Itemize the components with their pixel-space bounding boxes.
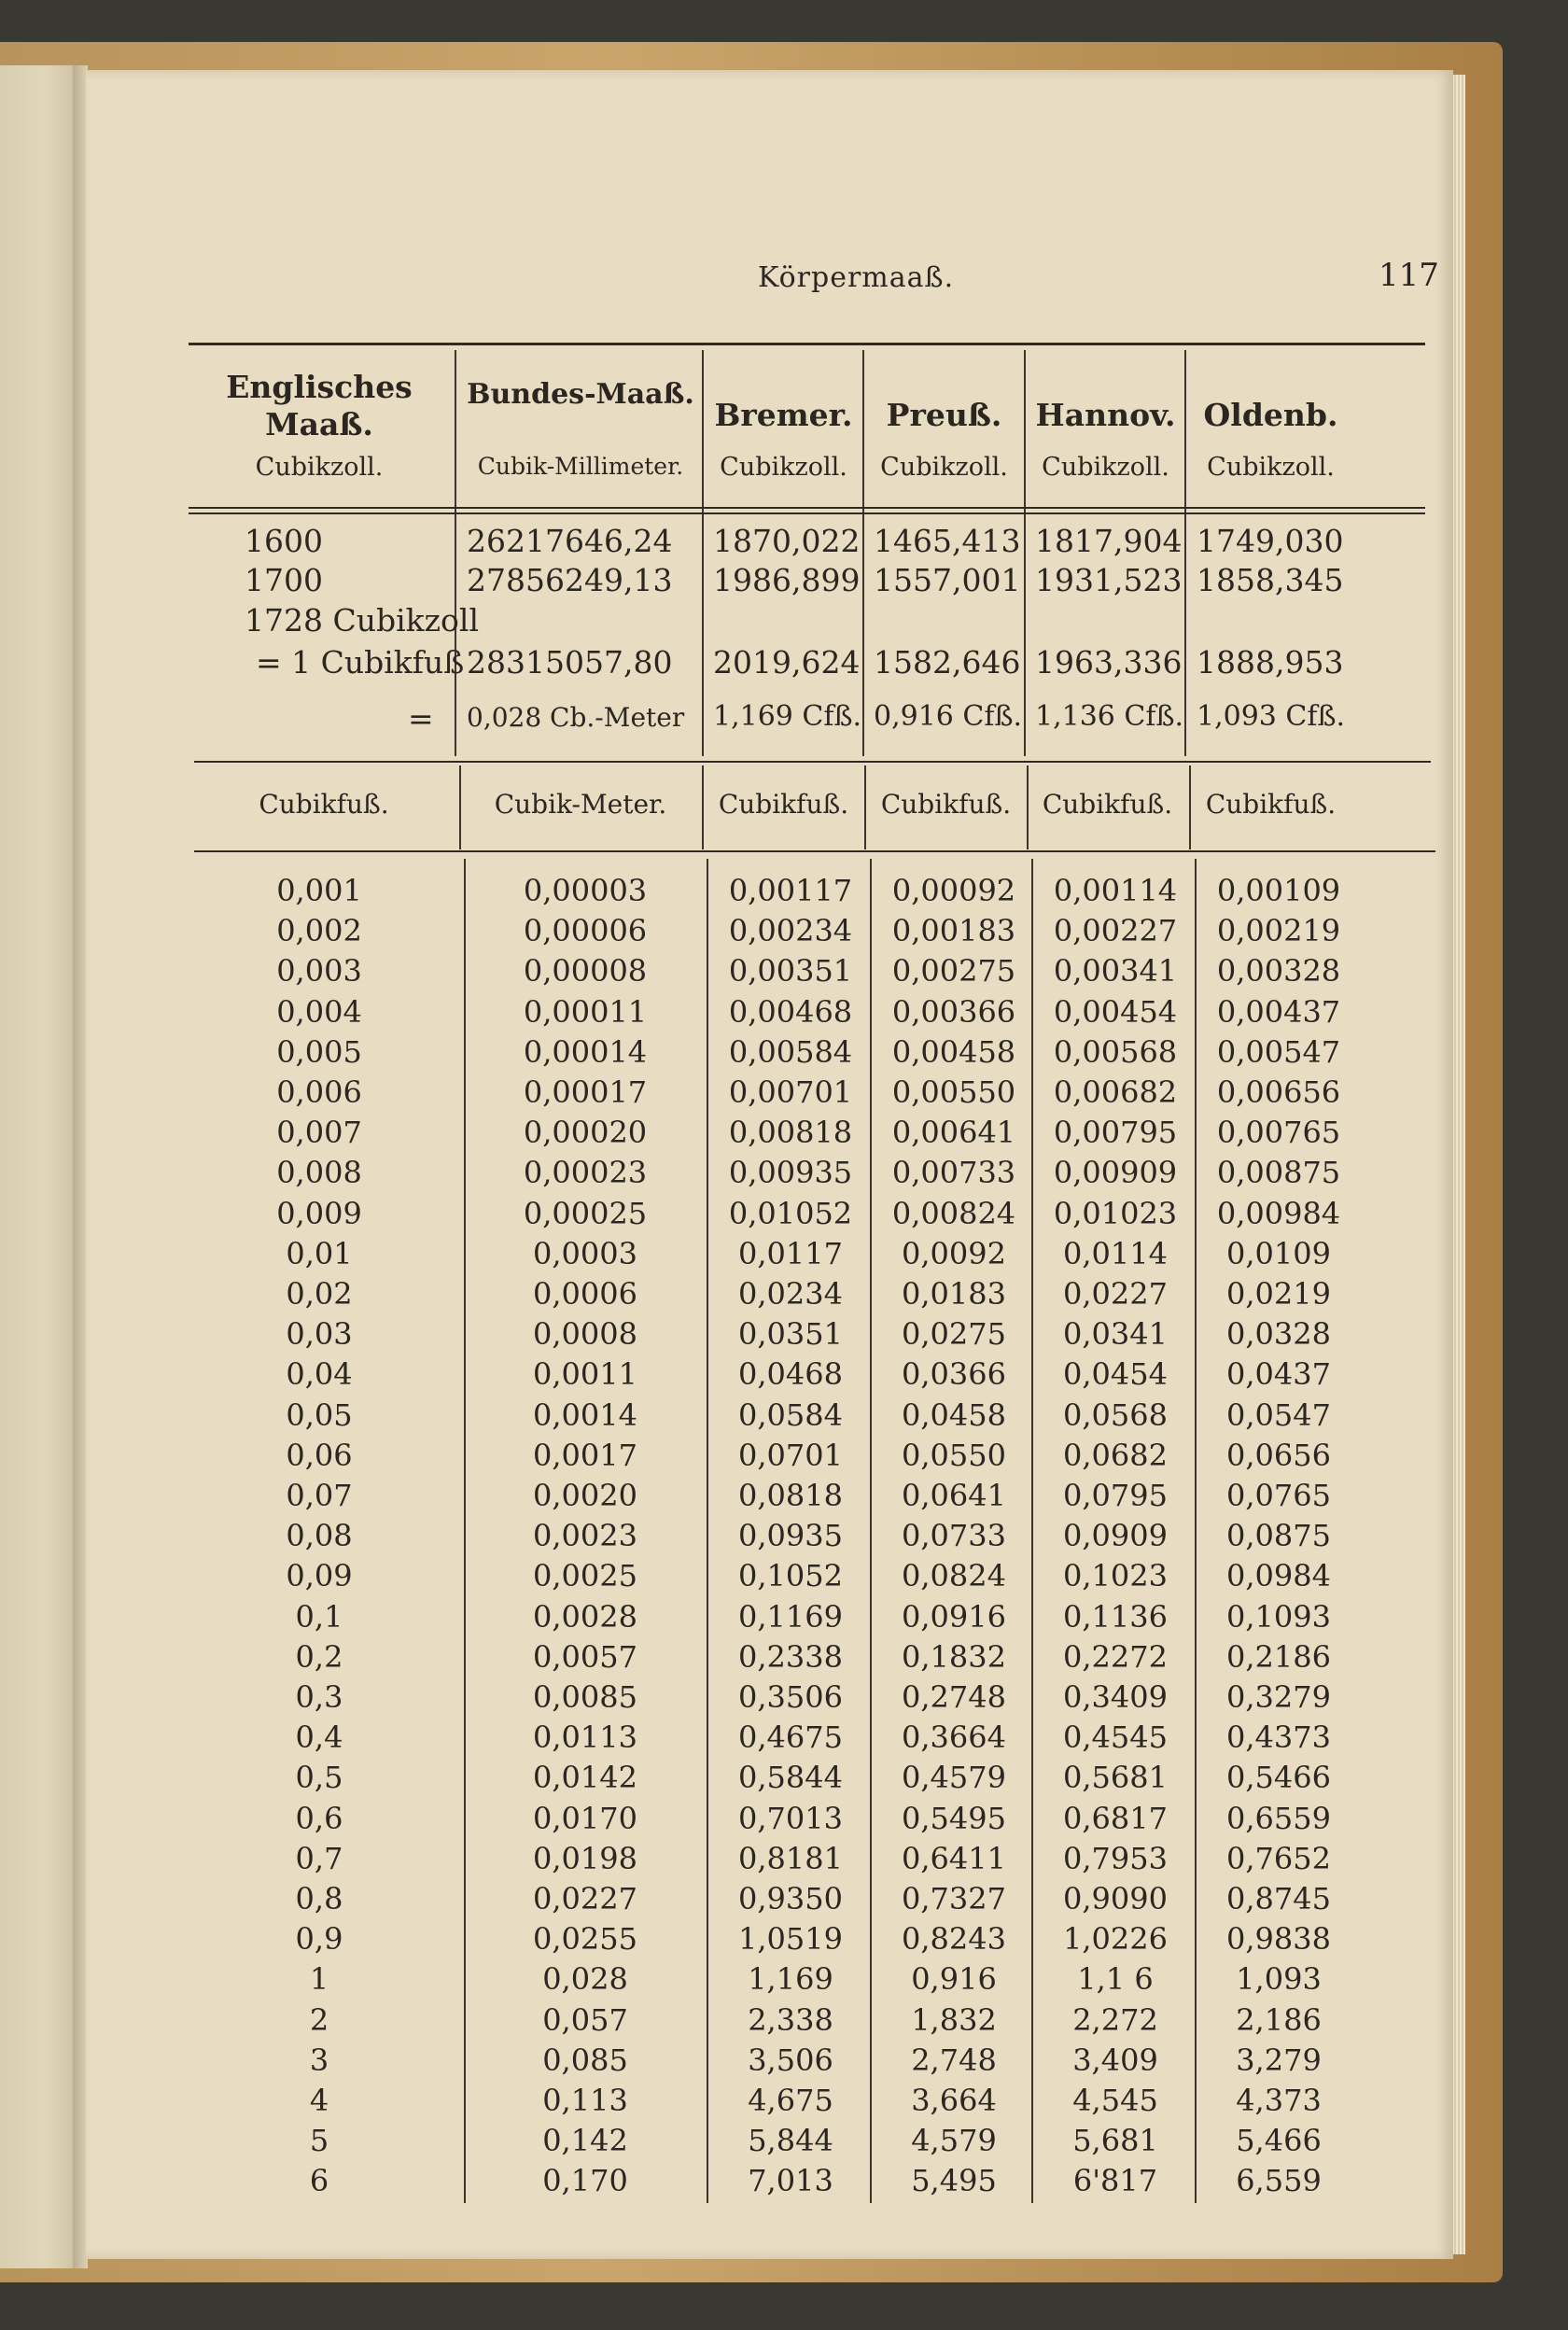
table-cell: 0,00701 [728,1074,853,1110]
table-cell: 0,1052 [738,1558,843,1594]
table-cell: 0,007 [276,1115,362,1151]
col3-unit: Cubikzoll. [720,453,847,482]
table-cell: 0,00003 [523,873,648,908]
table-cell: 0,085 [542,2042,628,2078]
column-rule [1027,765,1029,849]
table-cell: 0,5681 [1063,1760,1168,1796]
table-cell: 0,9090 [1063,1881,1168,1916]
table-cell: 0,5 [295,1760,343,1796]
table-cell: 0,0454 [1063,1356,1168,1393]
table-cell: 0,1832 [902,1638,1006,1675]
unit-header: Cubik-Meter. [494,789,667,820]
table-cell: 0,0025 [533,1558,637,1594]
table-cell: 0,4675 [738,1719,843,1756]
table-cell: 0,2186 [1226,1638,1331,1675]
table-cell: 0,0682 [1063,1437,1168,1473]
table-cell: 0,00234 [728,913,853,949]
table-cell: 0,057 [542,2001,628,2038]
unit-header: Cubikfuß. [718,789,849,820]
column-rule [1189,765,1191,849]
top-cell: 1557,001 [874,562,1021,598]
table-cell: 0,8243 [902,1921,1006,1958]
table-cell: 0,3279 [1226,1679,1331,1715]
table-cell: 2,186 [1236,2001,1322,2038]
table-cell: 0,00875 [1216,1155,1341,1191]
top-cell: 1931,523 [1035,562,1183,598]
table-cell: 0,00023 [523,1155,648,1191]
table-cell: 0,00818 [728,1115,853,1151]
table-row [86,994,1453,1034]
table-cell: 0,0824 [902,1558,1006,1594]
table-cell: 5 [309,2123,329,2159]
unit-header: Cubikfuß. [880,789,1012,820]
col5-title: Hannov. [1035,397,1176,433]
header-rule [189,512,1425,514]
table-cell: 0,0275 [902,1316,1006,1353]
table-row [86,913,1453,953]
table-row [86,873,1453,913]
table-row [86,1679,1453,1719]
table-cell: 0,142 [542,2123,628,2159]
col4-title: Preuß. [886,397,1002,433]
table-cell: 0,0117 [738,1235,843,1271]
table-cell: 0,5466 [1226,1760,1331,1796]
table-cell: 0,00468 [728,993,853,1030]
header-rule [189,507,1425,509]
table-cell: 0,00008 [523,953,648,990]
table-cell: 0,0183 [902,1276,1006,1312]
table-cell: 0,0641 [902,1478,1006,1513]
table-cell: 3,506 [748,2042,833,2078]
table-cell: 0,00025 [523,1195,648,1231]
table-cell: 5,844 [748,2123,833,2159]
column-rule [862,350,864,756]
table-cell: 0,00328 [1216,953,1341,990]
table-cell: 0,0984 [1226,1558,1331,1594]
table-row [86,1881,1453,1921]
table-cell: 0,9838 [1226,1921,1331,1958]
top-cell: 1817,904 [1035,523,1183,559]
table-cell: 1 [309,1961,329,1998]
table-cell: 0,2272 [1063,1638,1168,1675]
unit-header: Cubikfuß. [1205,789,1337,820]
table-cell: 0,00733 [891,1155,1016,1191]
table-cell: 5,681 [1072,2123,1158,2159]
table-cell: 0,0227 [1063,1276,1168,1312]
col1-unit: Cubikzoll. [255,453,384,482]
table-row [86,1760,1453,1800]
table-cell: 0,0909 [1063,1518,1168,1554]
top-cell: 1858,345 [1197,562,1344,598]
table-cell: 0,6 [295,1800,343,1836]
table-cell: 0,0028 [533,1598,637,1635]
table-cell: 0,0328 [1226,1316,1331,1353]
table-cell: 0,3664 [902,1719,1006,1756]
table-cell: 6,559 [1236,2163,1322,2199]
top-cell: 28315057,80 [467,644,673,681]
table-cell: 0,00020 [523,1115,648,1151]
running-head: Körpermaaß. [758,261,955,294]
table-cell: 1,0226 [1063,1921,1168,1958]
table-cell: 0,4545 [1063,1719,1168,1756]
table-cell: 0,0170 [533,1800,637,1836]
table-cell: 0,00341 [1053,953,1178,990]
table-cell: 0,00006 [523,913,648,949]
table-row [86,1518,1453,1558]
table-cell: 0,06 [286,1437,353,1473]
table-cell: 0,0219 [1226,1276,1331,1312]
table-cell: 0,00935 [728,1155,853,1191]
table-cell: 0,01023 [1053,1195,1178,1231]
section-rule [194,761,1431,763]
col5-unit: Cubikzoll. [1042,453,1169,482]
table-row [86,1558,1453,1598]
table-cell: 0,0341 [1063,1316,1168,1353]
table-cell: 0,0701 [738,1437,843,1473]
top-cell: = 1 Cubikfuß [256,644,465,681]
table-cell: 0,00765 [1216,1115,1341,1151]
top-cell: 1,093 Cfß. [1197,700,1346,733]
table-cell: 3,409 [1072,2042,1158,2078]
table-cell: 1,0519 [738,1921,843,1958]
table-row [86,1155,1453,1195]
table-row [86,1478,1453,1518]
table-cell: 0,0023 [533,1518,637,1554]
col4-unit: Cubikzoll. [880,453,1008,482]
table-cell: 1,093 [1236,1961,1322,1998]
table-cell: 4,545 [1072,2083,1158,2118]
top-cell: 26217646,24 [467,523,673,559]
unit-header: Cubikfuß. [1042,789,1173,820]
top-cell: 1582,646 [874,644,1021,681]
col3-title: Bremer. [714,397,853,433]
table-cell: 2 [309,2001,329,2038]
table-cell: 4,675 [748,2083,833,2118]
table-cell: 0,0006 [533,1276,637,1312]
table-cell: 0,00454 [1053,993,1178,1030]
table-cell: 0,006 [276,1074,362,1110]
table-row [86,2123,1453,2163]
table-cell: 0,009 [276,1195,362,1231]
left-page-edge [0,65,77,2268]
table-cell: 0,0568 [1063,1397,1168,1433]
table-cell: 2,748 [911,2042,997,2078]
table-cell: 0,7327 [902,1881,1006,1916]
table-cell: 0,1136 [1063,1598,1168,1635]
table-cell: 1,1 6 [1077,1961,1154,1998]
table-cell: 0,6817 [1063,1800,1168,1836]
top-cell: 2019,624 [713,644,861,681]
table-cell: 0,9350 [738,1881,843,1916]
table-cell: 0,0020 [533,1478,637,1513]
table-cell: 0,00824 [891,1195,1016,1231]
table-row [86,953,1453,993]
top-cell: 27856249,13 [467,562,673,598]
table-row [86,1599,1453,1639]
table-cell: 0,1023 [1063,1558,1168,1594]
top-cell: 1700 [245,562,323,598]
table-cell: 0,0935 [738,1518,843,1554]
table-cell: 0,0366 [902,1356,1006,1393]
table-cell: 7,013 [748,2163,833,2199]
table-cell: 0,00458 [891,1033,1016,1070]
table-cell: 0,00219 [1216,913,1341,949]
top-cell: 1986,899 [713,562,861,598]
table-cell: 0,5844 [738,1760,843,1796]
table-cell: 0,09 [286,1558,353,1594]
table-cell: 0,1093 [1226,1598,1331,1635]
table-cell: 0,0795 [1063,1478,1168,1513]
table-row [86,1356,1453,1397]
table-cell: 0,002 [276,913,362,949]
table-cell: 0,00568 [1053,1033,1178,1070]
table-cell: 0,0916 [902,1598,1006,1635]
table-row [86,1196,1453,1236]
table-cell: 0,7652 [1226,1840,1331,1876]
table-cell: 0,08 [286,1518,353,1554]
section-rule [194,850,1435,852]
table-cell: 1,832 [911,2001,997,2038]
table-row [86,1438,1453,1478]
table-row [86,1276,1453,1316]
top-cell: 1888,953 [1197,644,1344,681]
table-cell: 0,8181 [738,1840,843,1876]
table-row [86,2002,1453,2042]
table-cell: 0,00437 [1216,993,1341,1030]
table-cell: 0,4373 [1226,1719,1331,1756]
table-cell: 0,170 [542,2163,628,2199]
table-cell: 3 [309,2042,329,2078]
table-cell: 2,272 [1072,2001,1158,2038]
table-row [86,1801,1453,1841]
table-cell: 0,00014 [523,1033,648,1070]
column-rule [1184,350,1186,756]
table-cell: 0,00092 [891,873,1016,908]
top-cell: 1749,030 [1197,523,1344,559]
table-cell: 0,00227 [1053,913,1178,949]
table-cell: 0,0227 [533,1881,637,1916]
table-cell: 0,0014 [533,1397,637,1433]
table-cell: 0,0656 [1226,1437,1331,1473]
table-cell: 0,00017 [523,1074,648,1110]
table-top-rule [189,343,1425,345]
top-cell: 1,136 Cfß. [1035,700,1184,733]
table-cell: 0,3409 [1063,1679,1168,1715]
table-cell: 0,0255 [533,1921,637,1958]
table-cell: 0,7953 [1063,1840,1168,1876]
table-cell: 0,0875 [1226,1518,1331,1554]
top-cell: = [408,700,434,737]
table-cell: 0,0458 [902,1397,1006,1433]
table-cell: 0,7 [295,1840,343,1876]
table-cell: 0,6559 [1226,1800,1331,1836]
table-cell: 0,0085 [533,1679,637,1715]
table-cell: 0,0057 [533,1638,637,1675]
table-cell: 0,00109 [1216,873,1341,908]
table-cell: 0,07 [286,1478,353,1513]
table-cell: 0,003 [276,953,362,990]
table-cell: 6'817 [1072,2163,1158,2199]
table-cell: 5,466 [1236,2123,1322,2159]
table-cell: 0,8745 [1226,1881,1331,1916]
table-cell: 0,0818 [738,1478,843,1513]
table-cell: 0,00682 [1053,1074,1178,1110]
table-cell: 3,664 [911,2083,997,2118]
table-cell: 0,02 [286,1276,353,1312]
table-cell: 5,495 [911,2163,997,2199]
table-cell: 0,00117 [728,873,853,908]
table-cell: 0,113 [542,2083,628,2118]
table-cell: 0,9 [295,1921,343,1958]
table-cell: 0,00547 [1216,1033,1341,1070]
top-cell: 1870,022 [713,523,861,559]
table-cell: 0,0114 [1063,1235,1168,1271]
table-cell: 0,0234 [738,1276,843,1312]
top-cell: 1600 [245,523,323,559]
table-cell: 0,6411 [902,1840,1006,1876]
table-cell: 0,01052 [728,1195,853,1231]
table-row [86,2042,1453,2083]
table-cell: 0,00656 [1216,1074,1341,1110]
table-cell: 0,0092 [902,1235,1006,1271]
table-row [86,2163,1453,2203]
table-cell: 0,0109 [1226,1235,1331,1271]
table-cell: 0,04 [286,1356,353,1393]
table-row [86,1316,1453,1356]
column-rule [459,765,461,849]
table-cell: 0,0003 [533,1235,637,1271]
col6-title: Oldenb. [1203,397,1338,433]
table-cell: 0,0351 [738,1316,843,1353]
book-page [86,70,1453,2259]
table-cell: 0,001 [276,873,362,908]
table-cell: 0,00183 [891,913,1016,949]
table-cell: 0,8 [295,1881,343,1916]
table-row [86,1034,1453,1074]
table-row [86,1719,1453,1760]
table-cell: 0,00114 [1053,873,1178,908]
table-cell: 0,00275 [891,953,1016,990]
table-cell: 0,008 [276,1155,362,1191]
table-cell: 0,0547 [1226,1397,1331,1433]
table-cell: 0,2748 [902,1679,1006,1715]
table-cell: 1,169 [748,1961,833,1998]
table-cell: 0,028 [542,1961,628,1998]
table-cell: 0,0437 [1226,1356,1331,1393]
table-cell: 0,0017 [533,1437,637,1473]
table-cell: 4,579 [911,2123,997,2159]
col6-unit: Cubikzoll. [1207,453,1335,482]
table-cell: 0,2338 [738,1638,843,1675]
column-rule [455,350,456,756]
top-cell: 1728 Cubikzoll [245,602,480,639]
table-row [86,1074,1453,1115]
table-cell: 0,3 [295,1679,343,1715]
table-cell: 0,0468 [738,1356,843,1393]
table-row [86,1115,1453,1155]
column-rule [702,765,704,849]
unit-header: Cubikfuß. [259,789,389,820]
table-cell: 0,004 [276,993,362,1030]
table-row [86,1841,1453,1881]
top-cell: 1963,336 [1035,644,1183,681]
top-cell: 1,169 Cfß. [713,700,862,733]
table-cell: 0,05 [286,1397,353,1433]
table-cell: 0,00011 [523,993,648,1030]
table-cell: 0,00550 [891,1074,1016,1110]
table-cell: 0,00641 [891,1115,1016,1151]
table-cell: 0,00584 [728,1033,853,1070]
table-row [86,1236,1453,1276]
top-cell: 1465,413 [874,523,1021,559]
table-row [86,2083,1453,2123]
table-cell: 0,0198 [533,1840,637,1876]
table-cell: 0,0733 [902,1518,1006,1554]
table-cell: 0,01 [286,1235,353,1271]
column-rule [1024,350,1026,756]
table-cell: 0,0008 [533,1316,637,1353]
table-cell: 0,00909 [1053,1155,1178,1191]
table-cell: 0,1 [295,1598,343,1635]
table-cell: 0,00366 [891,993,1016,1030]
table-cell: 0,916 [911,1961,997,1998]
col2-unit: Cubik-Millimeter. [477,453,684,480]
table-cell: 0,00984 [1216,1195,1341,1231]
col1-title: Englisches Maaß. [226,369,413,442]
table-row [86,1639,1453,1679]
table-cell: 3,279 [1236,2042,1322,2078]
table-cell: 0,0765 [1226,1478,1331,1513]
table-cell: 0,03 [286,1316,353,1353]
table-cell: 0,7013 [738,1800,843,1836]
page-number: 117 [1379,257,1439,294]
table-cell: 0,00351 [728,953,853,990]
top-cell: 0,028 Cb.-Meter [467,702,685,733]
table-cell: 0,4 [295,1719,343,1756]
table-cell: 2,338 [748,2001,833,2038]
table-cell: 0,00795 [1053,1115,1178,1151]
table-cell: 0,0142 [533,1760,637,1796]
table-cell: 0,1169 [738,1598,843,1635]
table-cell: 6 [309,2163,329,2199]
table-row [86,1921,1453,1961]
table-cell: 0,5495 [902,1800,1006,1836]
table-cell: 4,373 [1236,2083,1322,2118]
column-rule [702,350,704,756]
table-cell: 0,0550 [902,1437,1006,1473]
table-cell: 0,2 [295,1638,343,1675]
table-row [86,1961,1453,2001]
table-cell: 0,4579 [902,1760,1006,1796]
table-cell: 0,0011 [533,1356,637,1393]
table-cell: 0,0113 [533,1719,637,1756]
col2-title: Bundes-Maaß. [467,378,694,411]
top-cell: 0,916 Cfß. [874,700,1023,733]
table-row [86,1397,1453,1438]
column-rule [864,765,866,849]
table-cell: 0,005 [276,1033,362,1070]
table-cell: 4 [309,2083,329,2118]
table-cell: 0,0584 [738,1397,843,1433]
table-cell: 0,3506 [738,1679,843,1715]
